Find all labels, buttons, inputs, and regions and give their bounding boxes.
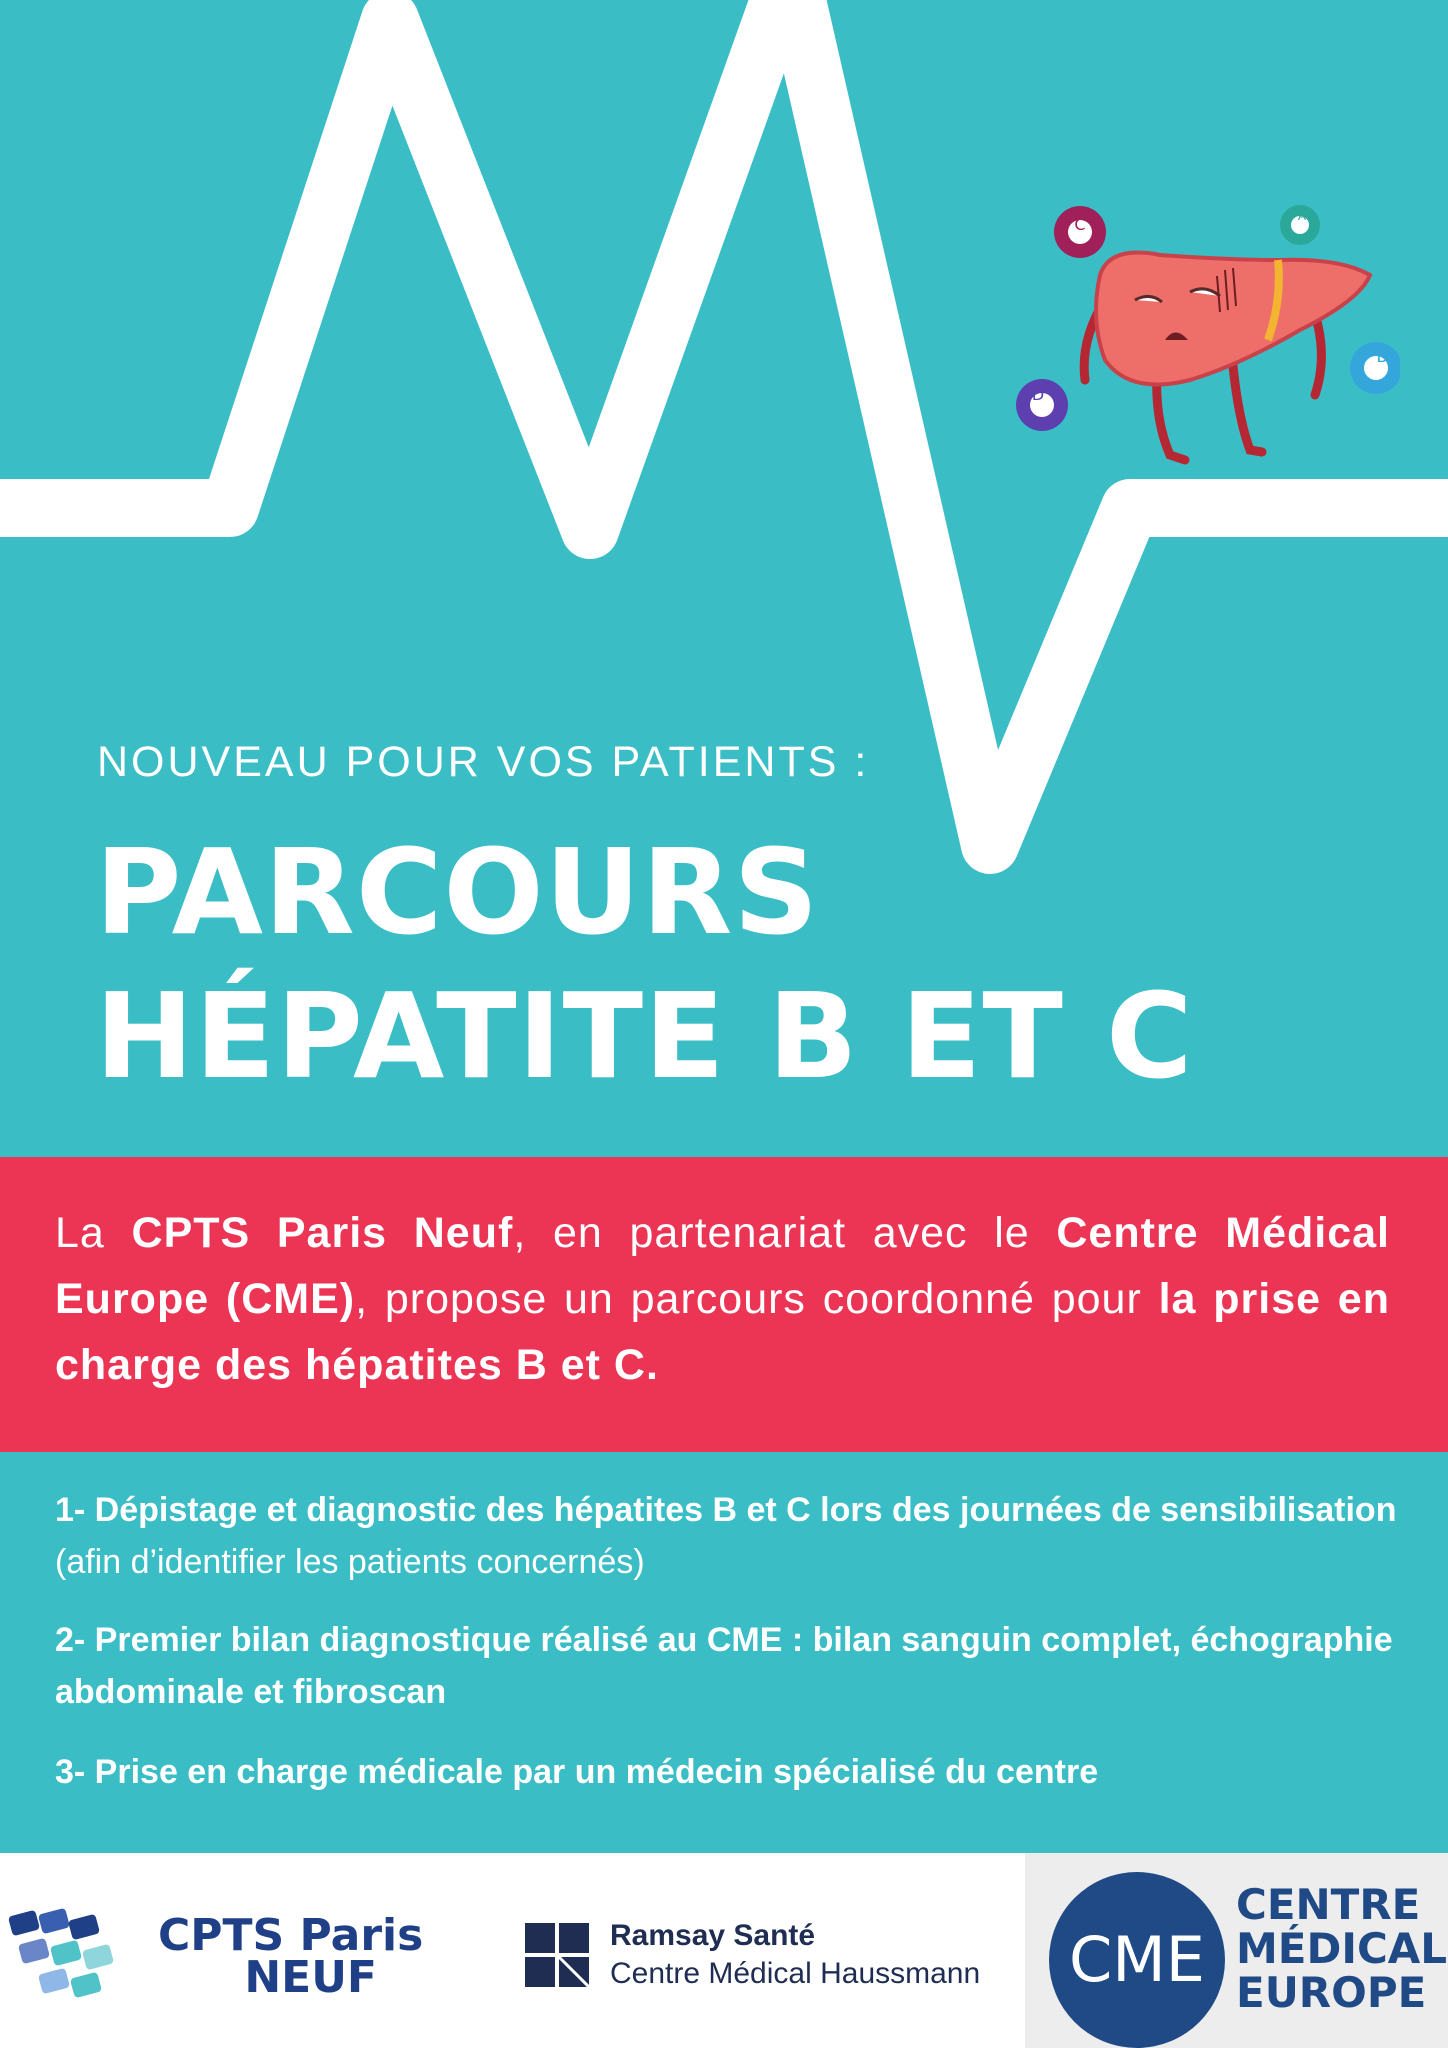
- step-2: 2- Premier bilan diagnostique réalisé au CME : bilan sanguin complet, échographie abdominale et fibroscan: [55, 1621, 1393, 1711]
- virus-letter-d: D: [1031, 385, 1045, 404]
- cme-logo-text: [1236, 1880, 1448, 2017]
- step-1: 1- Dépistage et diagnostic des hépatites B et C lors des journées de sensibilisation (afin d’identifier les patients concernés): [55, 1491, 1397, 1581]
- cme-line-2: MÉDICAL: [1236, 1924, 1448, 1973]
- cme-monogram-logo: [1046, 1869, 1228, 2048]
- cme-name: Centre Médical Europe (CME): [55, 1209, 1390, 1323]
- virus-letter-b: B: [1376, 347, 1388, 366]
- cpts-logo-line-1: CPTS Paris: [158, 1910, 424, 1961]
- virus-letter-a: A: [1297, 209, 1307, 223]
- care-statement: la prise en charge des hépatites B et C.: [55, 1275, 1390, 1389]
- virus-letter-c: C: [1074, 215, 1086, 234]
- cpts-logo-text: [158, 1910, 424, 2003]
- cme-line-3: EUROPE: [1236, 1968, 1427, 2017]
- ramsay-brand: Ramsay Santé: [610, 1919, 816, 1952]
- liver-character-illustration: [1000, 180, 1400, 480]
- ramsay-subtitle: Centre Médical Haussmann: [610, 1957, 981, 1990]
- title-line-1: PARCOURS: [95, 823, 820, 961]
- cme-line-1: CENTRE: [1236, 1880, 1421, 1929]
- cpts-name: CPTS Paris Neuf: [131, 1209, 514, 1257]
- step-3: 3- Prise en charge médicale par un médecin spécialisé du centre: [55, 1753, 1099, 1791]
- intro-paragraph: La CPTS Paris Neuf, en partenariat avec le Centre Médical Europe (CME), propose un parcours coordonné pour la prise en charge des hépatites B et C.: [55, 1209, 1390, 1389]
- kicker-text: NOUVEAU POUR VOS PATIENTS :: [97, 738, 870, 786]
- ramsay-logo-text: [610, 1917, 980, 1993]
- cpts-logo-line-2: NEUF: [244, 1952, 377, 2003]
- partner-logos-footer: [0, 1853, 1448, 2048]
- page-title: [95, 820, 1295, 1108]
- cme-monogram-text: CME: [1069, 1923, 1205, 1996]
- puzzle-pieces-icon: [0, 1903, 140, 2003]
- ramsay-grid-icon: [525, 1923, 589, 1987]
- title-line-2: HÉPATITE B ET C: [95, 967, 1194, 1105]
